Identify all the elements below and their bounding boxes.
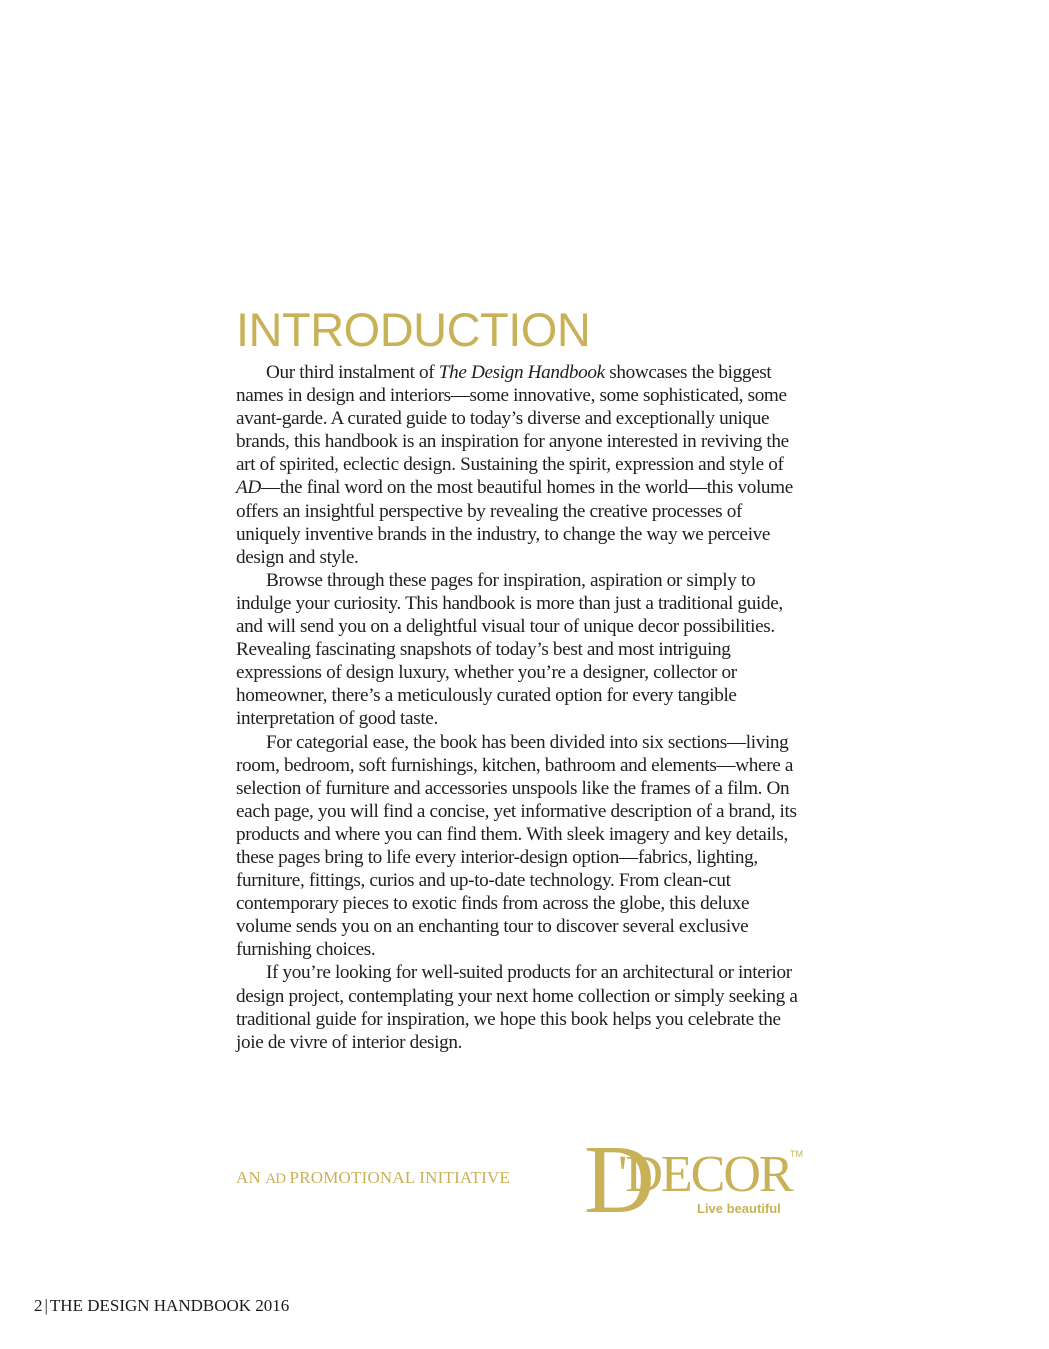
promo-line <box>236 1168 510 1188</box>
logo-initial: D <box>584 1126 655 1234</box>
paragraph-text: —the final word on the most beautiful homes in the world—this volume offers an insightful perspective by revealing the creative processes of uniquely inventive brands in the industry, to change the way we perceive design and style. <box>236 477 793 568</box>
logo-wordmark: 'DECOR <box>618 1146 792 1203</box>
ad-logo-mark: AD <box>265 1171 286 1187</box>
intro-body <box>236 361 808 1054</box>
paragraph-text: showcases the biggest names in design and interiors—some innovative, some sophisticated, some avant-garde. A curated guide to today’s diverse and exceptionally unique brands, this handbook is an inspiration for anyone interested in reviving the art of spirited, eclectic design. Sustaining the spirit, expression and style of <box>236 362 789 476</box>
paragraph-text: Our third instalment of <box>266 362 439 383</box>
logo-trademark: TM <box>790 1149 803 1159</box>
italic-title-text: AD <box>236 477 261 499</box>
footer-title: THE DESIGN HANDBOOK 2016 <box>49 1296 290 1315</box>
promo-suffix: PROMOTIONAL INITIATIVE <box>289 1168 511 1187</box>
page-number: 2 <box>34 1296 43 1315</box>
paragraph-text: Browse through these pages for inspiration, aspiration or simply to indulge your curiosity. This handbook is more than just a traditional guide, and will send you on a delightful visual tour of unique decor possibilities. Revealing fascinating snapshots of today’s best and most intriguing expressions of design luxury, whether you’re a designer, collector or homeowner, there’s a meticulously curated option for every tangible interpretation of good taste. <box>236 569 783 730</box>
body-paragraph <box>236 731 808 962</box>
logo-tagline: Live beautiful <box>697 1201 781 1216</box>
ddecor-logo <box>584 1126 814 1234</box>
italic-title-text: The Design Handbook <box>438 362 605 383</box>
paragraph-text: If you’re looking for well-suited products for an architectural or interior design project, contemplating your next home collection or simply seeking a traditional guide for inspiration, we hope this book helps you celebrate the joie de vivre of interior design. <box>236 962 798 1053</box>
footer-separator: | <box>44 1296 48 1315</box>
body-paragraph <box>236 361 808 569</box>
body-paragraph <box>236 569 808 731</box>
promo-prefix: AN <box>236 1168 261 1187</box>
page-footer <box>34 1296 289 1316</box>
page-title: INTRODUCTION <box>236 303 591 356</box>
body-paragraph <box>236 961 808 1053</box>
paragraph-text: For categorial ease, the book has been divided into six sections—living room, bedroom, soft furnishings, kitchen, bathroom and elements—where a selection of furniture and accessories unspools like the frames of a film. On each page, you will find a concise, yet informative description of a brand, its products and where you can find them. With sleek imagery and key details, these pages bring to life every interior-design option—fabrics, lighting, furniture, fittings, curios and up-to-date technology. From clean-cut contemporary pieces to exotic finds from across the globe, this deluxe volume sends you on an enchanting tour to discover several exclusive furnishing choices. <box>236 731 797 961</box>
